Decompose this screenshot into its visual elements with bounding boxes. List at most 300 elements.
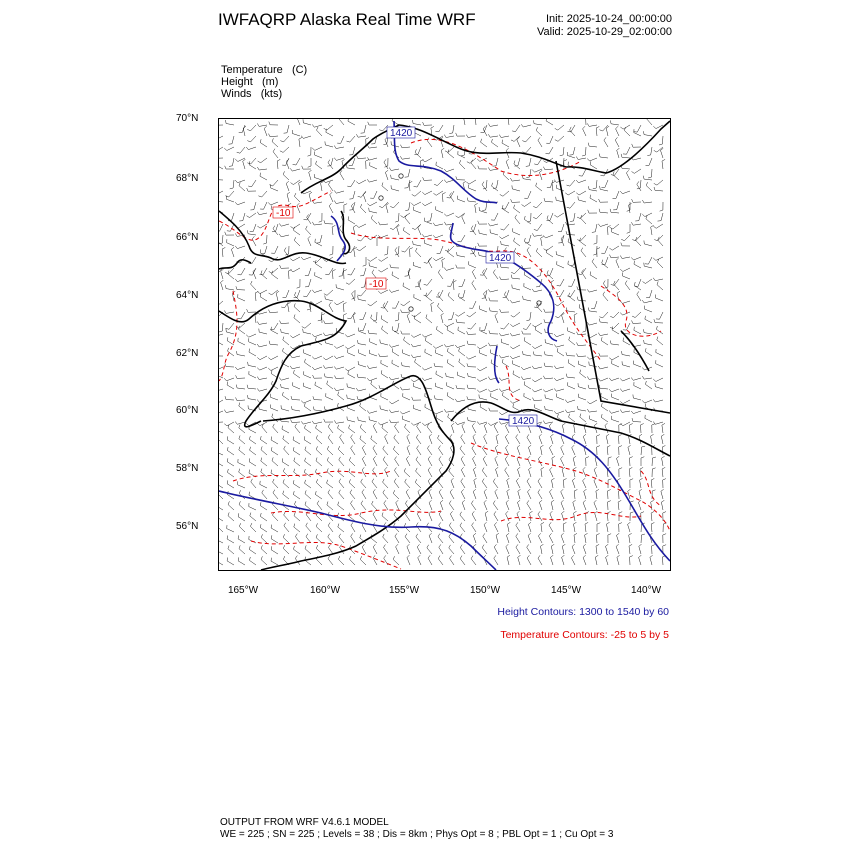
wind-barb xyxy=(338,556,344,565)
wind-barb xyxy=(493,180,498,189)
wind-barb xyxy=(506,533,509,543)
wind-barb xyxy=(316,161,322,169)
wind-barb xyxy=(457,372,465,378)
wind-barb xyxy=(268,202,278,205)
wind-barb xyxy=(412,312,421,317)
wind-barb xyxy=(568,327,575,334)
wind-barb xyxy=(456,385,465,389)
wind-barb xyxy=(458,196,466,202)
wind-barb xyxy=(587,123,597,126)
wind-barb xyxy=(505,467,509,477)
wind-barb xyxy=(561,489,564,499)
wind-barb xyxy=(562,544,565,554)
wind-barb xyxy=(602,260,608,268)
wind-barb xyxy=(616,258,619,268)
wind-barb xyxy=(290,268,300,272)
temperature-label: -10 xyxy=(369,279,384,290)
wind-barb xyxy=(544,246,553,251)
wind-barb xyxy=(225,363,234,367)
wind-barb xyxy=(284,512,289,521)
wind-barb xyxy=(577,235,586,241)
wind-barb xyxy=(639,434,642,444)
wind-barb xyxy=(598,378,608,381)
wind-barb xyxy=(643,131,652,136)
wind-barb xyxy=(516,434,520,444)
wind-barb xyxy=(552,181,555,191)
wind-barb xyxy=(606,544,609,554)
wind-barb xyxy=(661,434,664,444)
wind-barb xyxy=(280,321,290,324)
wind-barb xyxy=(236,323,245,328)
wind-barb xyxy=(383,490,388,499)
wind-barb xyxy=(597,523,600,532)
wind-barb xyxy=(558,224,564,232)
lon-label-160: 160°W xyxy=(309,585,341,596)
wind-barb xyxy=(228,501,234,510)
wind-barb xyxy=(257,388,267,391)
wind-barb xyxy=(227,480,234,488)
wind-barb xyxy=(565,191,575,195)
wind-barb xyxy=(268,356,278,360)
wind-barb xyxy=(433,411,443,414)
wind-barb xyxy=(378,235,388,238)
wind-barb xyxy=(478,166,487,169)
wind-barb xyxy=(324,220,333,224)
wind-barb xyxy=(514,205,520,213)
wind-barb xyxy=(250,557,257,565)
wind-barb xyxy=(496,467,499,477)
wind-barb xyxy=(238,459,245,466)
wind-barb xyxy=(243,159,246,169)
wind-barb xyxy=(538,533,542,543)
wind-barb xyxy=(449,534,454,543)
wind-barb xyxy=(620,191,630,194)
wind-barb xyxy=(407,544,410,554)
wind-barb xyxy=(284,248,289,257)
wind-barb xyxy=(283,534,289,543)
wind-barb xyxy=(656,349,663,356)
wind-barb xyxy=(524,337,531,345)
wind-barb xyxy=(306,534,311,543)
wind-barb xyxy=(219,523,223,532)
wind-barb xyxy=(523,323,531,330)
wind-barb xyxy=(294,524,300,532)
wind-barb xyxy=(653,257,663,260)
wind-barb xyxy=(389,168,399,171)
wind-barb xyxy=(393,556,399,565)
wind-barb xyxy=(235,422,245,425)
wind-barb xyxy=(646,182,652,191)
wind-barb xyxy=(416,457,421,466)
wind-barb xyxy=(645,306,652,312)
wind-barb xyxy=(239,545,245,554)
wind-barb xyxy=(545,406,553,411)
wind-barb xyxy=(617,148,620,158)
wind-barb xyxy=(292,130,300,136)
wind-barb xyxy=(658,237,663,246)
wind-barb xyxy=(312,367,322,370)
wind-barb xyxy=(607,512,610,522)
map-canvas xyxy=(219,119,670,570)
wind-barb xyxy=(467,331,476,334)
wind-barb xyxy=(382,326,388,334)
wind-barb xyxy=(472,523,476,533)
wind-barb xyxy=(306,523,311,532)
wind-barb xyxy=(305,359,312,367)
wind-barb xyxy=(381,393,388,400)
wind-barb xyxy=(566,374,575,378)
wind-barb xyxy=(360,513,366,521)
wind-barb xyxy=(238,535,245,543)
wind-barb xyxy=(643,329,652,334)
wind-barb xyxy=(392,348,399,356)
wind-barb xyxy=(448,150,454,158)
wind-barb xyxy=(609,389,619,392)
wind-barb xyxy=(450,556,455,566)
wind-barb xyxy=(346,279,355,284)
wind-barb xyxy=(411,355,421,358)
temperature-contour-note: Temperature Contours: -25 to 5 by 5 xyxy=(500,629,669,641)
wind-barb xyxy=(303,329,311,334)
wind-barb xyxy=(231,247,234,257)
wind-barb xyxy=(228,469,235,477)
wind-barb xyxy=(456,265,465,268)
wind-barb xyxy=(662,159,665,169)
wind-barb xyxy=(464,119,467,125)
model-footer xyxy=(220,817,613,841)
wind-barb xyxy=(521,367,531,370)
wind-barb xyxy=(535,404,542,411)
wind-barb xyxy=(652,468,656,477)
wind-barb xyxy=(422,378,432,381)
wind-barb xyxy=(524,216,531,224)
wind-barb xyxy=(228,546,234,555)
wind-barb xyxy=(529,467,532,477)
wind-barb xyxy=(594,500,597,510)
wind-barb xyxy=(280,265,289,268)
wind-barb xyxy=(495,313,498,323)
wind-barb xyxy=(329,302,333,312)
wind-barb xyxy=(651,225,654,235)
wind-barb xyxy=(608,479,611,488)
wind-barb xyxy=(262,490,267,499)
wind-barb xyxy=(219,502,223,510)
valid-time: Valid: 2025-10-29_02:00:00 xyxy=(537,26,672,38)
wind-barb xyxy=(294,227,301,235)
wind-barb xyxy=(644,340,652,345)
wind-barb xyxy=(340,170,344,180)
wind-barb xyxy=(499,235,509,239)
lat-label-66: 66°N xyxy=(176,232,199,243)
wind-barb xyxy=(229,136,235,144)
wind-barb xyxy=(599,154,608,158)
wind-barb xyxy=(334,356,344,359)
wind-barb xyxy=(651,500,654,510)
wind-barb xyxy=(499,135,509,138)
wind-barb xyxy=(653,399,663,402)
wind-barb xyxy=(631,411,641,414)
wind-barb xyxy=(427,424,432,433)
wind-barb xyxy=(323,356,333,360)
wind-barb xyxy=(411,202,421,206)
wind-barb xyxy=(447,348,454,356)
wind-barb xyxy=(568,125,576,132)
wind-barb xyxy=(561,456,565,466)
wind-barb xyxy=(260,481,267,488)
wind-barb xyxy=(433,223,443,226)
wind-barb xyxy=(459,279,465,286)
wind-barb xyxy=(389,377,399,380)
wind-barb xyxy=(219,198,223,202)
wind-barb xyxy=(294,237,300,246)
wind-barb xyxy=(436,326,443,334)
wind-barb xyxy=(308,158,311,167)
wind-barb xyxy=(488,389,498,392)
wind-barb xyxy=(645,257,652,264)
wind-barb xyxy=(608,226,611,236)
wind-barb xyxy=(350,490,355,499)
wind-barb xyxy=(277,159,280,169)
wind-barb xyxy=(536,183,542,191)
wind-barb xyxy=(249,349,256,356)
wind-barb xyxy=(334,420,344,423)
wind-barb xyxy=(271,327,278,334)
wind-barb xyxy=(524,381,531,389)
wind-barb xyxy=(516,478,520,488)
wind-barb xyxy=(336,284,344,290)
height-contour-line xyxy=(495,346,499,383)
wind-barb xyxy=(404,337,410,345)
wind-barb xyxy=(567,180,576,186)
wind-barb xyxy=(316,458,322,467)
wind-barb xyxy=(588,143,597,147)
wind-barb xyxy=(393,490,399,499)
wind-barb xyxy=(219,459,223,466)
wind-barb xyxy=(407,434,410,444)
wind-barb xyxy=(227,447,234,455)
wind-barb xyxy=(334,345,344,348)
wind-barb xyxy=(481,125,488,132)
wind-barb xyxy=(235,279,245,282)
wind-barb xyxy=(502,359,509,367)
wind-barb xyxy=(444,169,454,172)
wind-barb xyxy=(373,544,377,554)
wind-barb xyxy=(570,213,575,222)
wind-barb xyxy=(610,120,619,125)
wind-barb xyxy=(373,445,377,455)
wind-barb xyxy=(344,204,347,213)
wind-barb xyxy=(441,148,444,158)
wind-barb xyxy=(239,490,245,499)
wind-barb xyxy=(315,152,322,159)
wind-barb xyxy=(628,489,631,499)
wind-barb xyxy=(356,134,366,137)
wind-barb xyxy=(660,202,663,211)
wind-barb xyxy=(347,395,355,400)
wind-barb xyxy=(579,169,586,176)
wind-barb xyxy=(501,339,509,345)
wind-barb xyxy=(361,279,366,288)
wind-barb xyxy=(544,351,553,356)
wind-barb xyxy=(654,180,663,185)
wind-barb xyxy=(608,534,611,543)
wind-barb xyxy=(261,246,267,254)
wind-barb xyxy=(414,294,421,301)
height-contours xyxy=(219,121,670,570)
wind-barb xyxy=(594,467,597,477)
wind-barb xyxy=(601,180,608,187)
wind-barb xyxy=(496,533,499,543)
wind-barb xyxy=(360,403,366,411)
wind-barb xyxy=(328,534,333,543)
wind-barb xyxy=(304,371,311,378)
wind-barb xyxy=(601,246,608,253)
wind-barb xyxy=(483,446,488,456)
wind-barb xyxy=(285,246,289,255)
wind-barb xyxy=(656,360,663,367)
wind-barb xyxy=(261,458,267,466)
wind-barb xyxy=(369,350,377,356)
wind-barb xyxy=(270,394,278,400)
wind-barb xyxy=(570,147,576,155)
wind-barb xyxy=(588,210,597,213)
wind-barb xyxy=(662,423,665,433)
wind-barb xyxy=(571,555,575,565)
wind-barb xyxy=(250,202,256,210)
wind-barb xyxy=(646,381,653,389)
wind-barb xyxy=(475,203,478,213)
wind-barb xyxy=(438,556,443,565)
wind-barb xyxy=(323,180,333,183)
wind-barb xyxy=(501,241,509,246)
wind-barb xyxy=(601,337,608,345)
wind-barb xyxy=(413,120,422,125)
wind-barb xyxy=(526,158,531,166)
wind-barb xyxy=(455,312,465,316)
wind-barb xyxy=(456,213,465,218)
wind-barb xyxy=(619,523,622,532)
wind-barb xyxy=(395,424,400,434)
wind-barb xyxy=(590,161,597,169)
wind-barb xyxy=(417,544,421,554)
wind-barb xyxy=(228,512,234,521)
wind-barb xyxy=(309,170,312,180)
wind-barb xyxy=(325,268,333,275)
wind-barb xyxy=(656,295,663,302)
wind-barb xyxy=(385,170,388,180)
wind-barb xyxy=(226,120,235,125)
wind-barb xyxy=(620,268,630,272)
wind-barb xyxy=(578,394,586,400)
wind-barb xyxy=(500,191,509,196)
wind-barb xyxy=(371,215,377,224)
wind-barb xyxy=(351,522,355,532)
wind-barb xyxy=(586,119,589,125)
yukon-delta-coastline xyxy=(219,301,346,427)
wind-barb xyxy=(653,378,663,382)
wind-barb xyxy=(442,258,445,268)
wind-barb xyxy=(417,446,421,456)
wind-barb xyxy=(362,467,366,477)
wind-barb xyxy=(444,344,454,347)
wind-barb xyxy=(360,436,366,444)
wind-barb xyxy=(479,395,487,401)
wind-barb xyxy=(327,502,333,511)
wind-barb xyxy=(578,406,587,411)
wind-barb xyxy=(305,447,311,455)
wind-barb xyxy=(595,511,598,521)
wind-barb xyxy=(379,257,389,261)
wind-barb xyxy=(227,337,234,345)
wind-barb xyxy=(316,534,322,543)
wind-barb xyxy=(373,468,377,478)
wind-barb xyxy=(459,160,465,169)
wind-barb xyxy=(513,371,520,378)
wind-barb xyxy=(539,423,542,433)
wind-barb xyxy=(224,147,234,151)
wind-barb xyxy=(634,129,641,136)
wind-barb xyxy=(273,479,278,488)
wind-barb xyxy=(356,388,366,391)
wind-barb xyxy=(243,126,246,136)
wind-barb xyxy=(544,309,553,312)
wind-barb xyxy=(395,312,399,321)
wind-barb xyxy=(293,480,300,488)
wind-barb xyxy=(636,237,642,246)
wind-barb xyxy=(554,378,564,381)
wind-barb xyxy=(601,393,608,400)
wind-barb xyxy=(260,513,267,521)
wind-barb xyxy=(339,534,344,543)
wind-barb xyxy=(246,334,256,337)
wind-barb xyxy=(448,312,454,320)
wind-barb xyxy=(500,277,510,280)
wind-barb xyxy=(252,236,256,246)
wind-barb xyxy=(286,181,289,191)
wind-barb xyxy=(389,290,399,293)
wind-barb xyxy=(396,500,399,510)
wind-barb xyxy=(634,282,641,290)
wind-barb xyxy=(358,340,367,345)
wind-barb xyxy=(468,373,477,378)
lat-label-58: 58°N xyxy=(176,463,199,474)
wind-barb xyxy=(354,247,357,257)
wind-barb xyxy=(549,533,553,543)
wind-barb xyxy=(294,303,300,312)
wind-barb xyxy=(338,502,344,510)
wind-barb xyxy=(483,456,487,466)
wind-barb xyxy=(381,360,388,367)
wind-barb xyxy=(269,134,279,137)
wind-barb xyxy=(534,158,542,165)
wind-barb xyxy=(219,427,223,434)
wind-barb xyxy=(221,269,224,279)
wind-barb xyxy=(390,264,399,268)
wind-barb xyxy=(324,374,333,379)
wind-barb xyxy=(306,226,311,235)
wind-barb xyxy=(621,235,630,241)
wind-barb xyxy=(328,182,333,191)
wind-barb xyxy=(518,467,521,477)
wind-barb xyxy=(483,533,487,543)
wind-barb xyxy=(532,345,542,349)
wind-barb xyxy=(620,410,630,413)
wind-barb xyxy=(528,456,531,466)
wind-barb xyxy=(349,479,355,488)
wind-barb xyxy=(338,524,344,532)
height-label: 1420 xyxy=(390,128,413,139)
wind-barb xyxy=(273,512,279,521)
